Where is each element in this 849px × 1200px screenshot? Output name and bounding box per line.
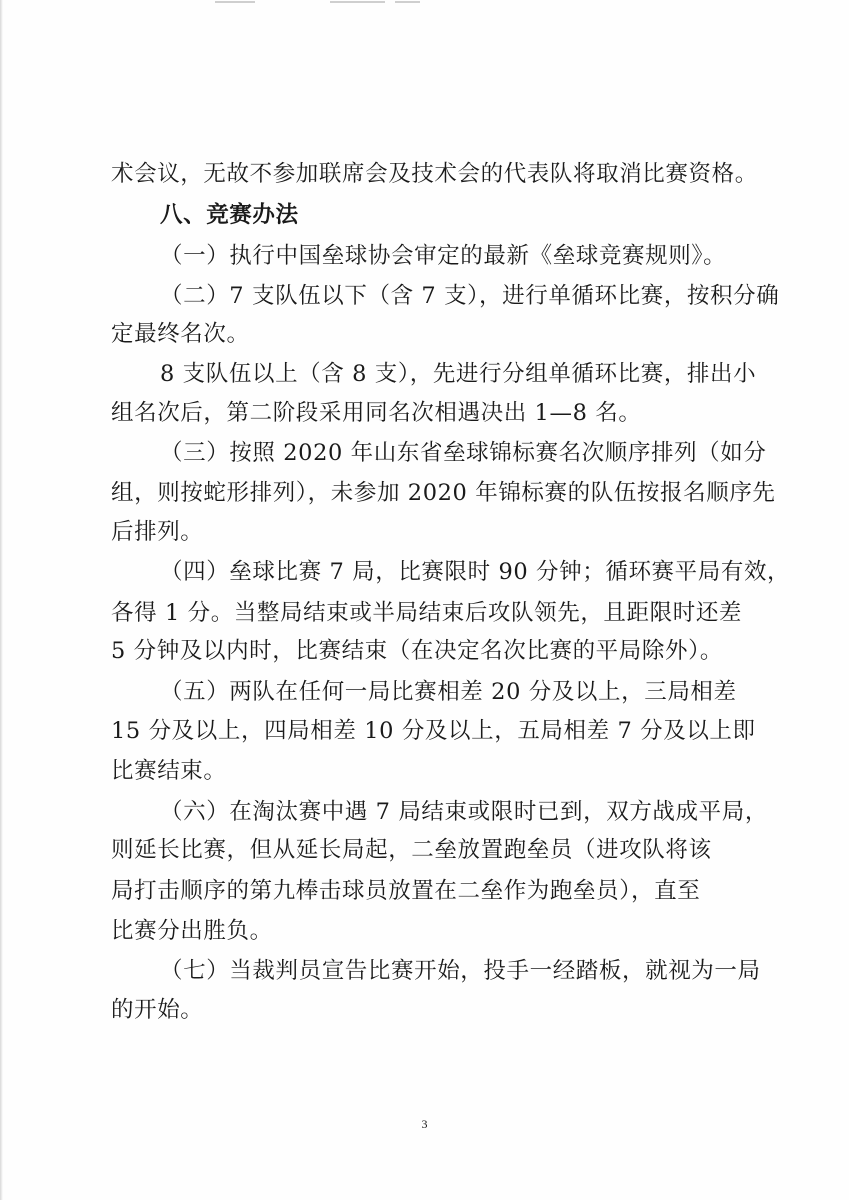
paragraph-line: 各得 1 分。当整局结束或半局结束后攻队领先，且距限时还差	[111, 600, 743, 626]
paragraph-line: （五）两队在任何一局比赛相差 20 分及以上，三局相差	[160, 679, 737, 705]
scan-mark	[395, 1, 420, 3]
paragraph-line: （六）在淘汰赛中遇 7 局结束或限时已到，双方战成平局，	[160, 799, 768, 825]
paragraph-line: （一）执行中国垒球协会审定的最新《垒球竞赛规则》。	[160, 243, 727, 269]
paragraph-line: 8 支队伍以上（含 8 支），先进行分组单循环比赛，排出小	[160, 361, 757, 387]
paragraph-line: 比赛结束。	[111, 758, 227, 784]
paragraph-line: 则延长比赛，但从延长局起，二垒放置跑垒员（进攻队将该	[111, 837, 712, 863]
paragraph-line: 比赛分出胜负。	[111, 918, 273, 944]
paragraph-line: 15 分及以上，四局相差 10 分及以上，五局相差 7 分及以上即	[111, 718, 756, 744]
paragraph-line: 的开始。	[111, 997, 204, 1023]
paragraph-line: 局打击顺序的第九棒击球员放置在二垒作为跑垒员），直至	[111, 878, 701, 904]
paragraph-line: 组名次后，第二阶段采用同名次相遇决出 1—8 名。	[111, 400, 642, 426]
paragraph-line: （二）7 支队伍以下（含 7 支），进行单循环比赛，按积分确	[160, 283, 780, 309]
section-heading: 八、竞赛办法	[160, 202, 299, 228]
paragraph-line: 定最终名次。	[111, 321, 250, 347]
scan-mark	[330, 1, 385, 3]
paragraph-line: 组，则按蛇形排列），未参加 2020 年锦标赛的队伍按报名顺序先	[111, 480, 776, 506]
scan-mark	[215, 1, 255, 3]
paragraph-line: 5 分钟及以内时，比赛结束（在决定名次比赛的平局除外）。	[111, 638, 724, 664]
page-number: 3	[421, 1117, 428, 1131]
paragraph-line: （四）垒球比赛 7 局，比赛限时 90 分钟；循环赛平局有效，	[160, 559, 791, 585]
paragraph-line: 后排列。	[111, 519, 204, 545]
scan-edge	[0, 0, 3, 1200]
paragraph-line: （三）按照 2020 年山东省垒球锦标赛名次顺序排列（如分	[160, 440, 767, 466]
paragraph-line: 术会议，无故不参加联席会及技术会的代表队将取消比赛资格。	[111, 161, 758, 187]
paragraph-line: （七）当裁判员宣告比赛开始，投手一经踏板，就视为一局	[160, 958, 761, 984]
